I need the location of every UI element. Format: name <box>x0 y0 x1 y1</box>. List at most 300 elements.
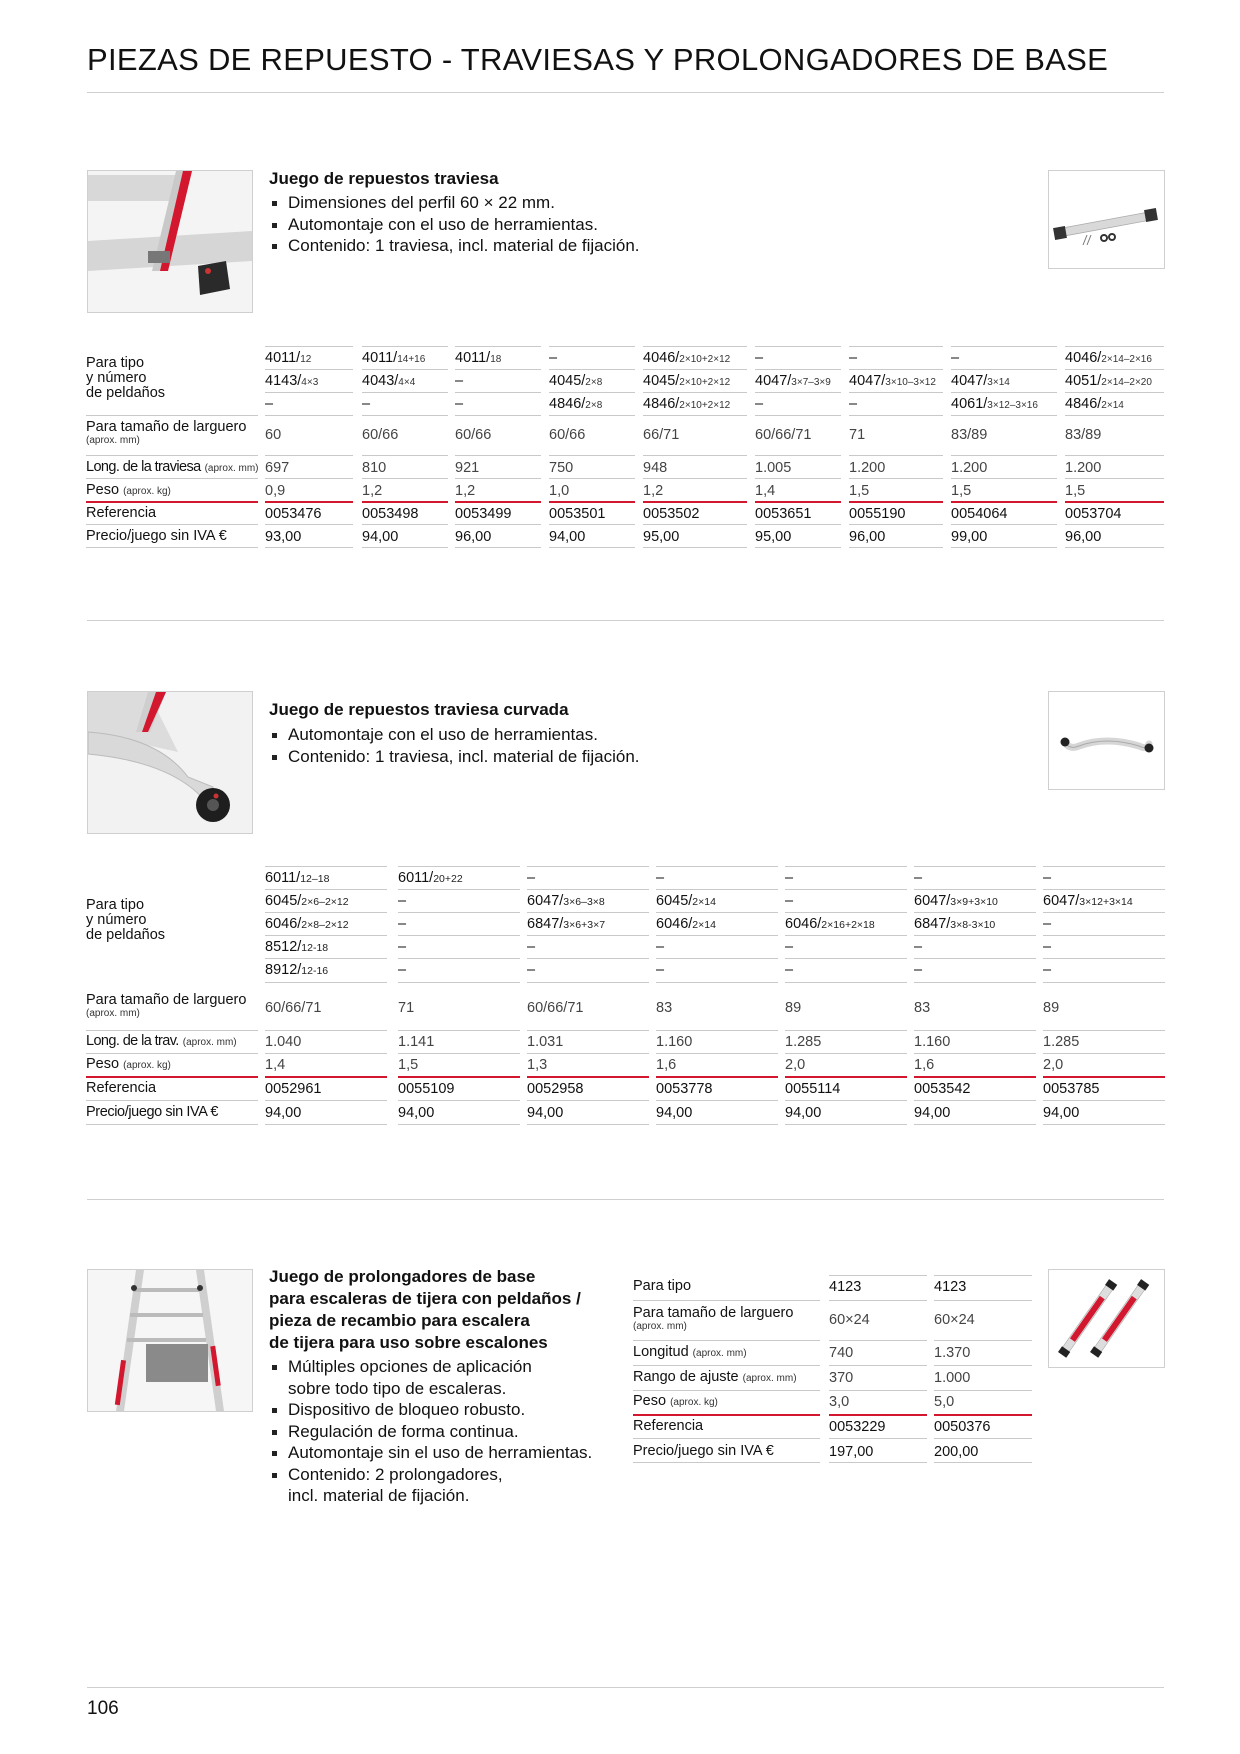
row-rule <box>362 415 448 416</box>
cell-value: 1,5 <box>1065 483 1086 499</box>
table-cell <box>549 427 585 443</box>
row-rule <box>86 478 258 479</box>
row-rule <box>656 1030 778 1031</box>
row-rule <box>829 1275 927 1276</box>
row-rule <box>785 935 907 936</box>
row-rule-accent <box>656 1076 778 1078</box>
table-cell <box>265 373 318 391</box>
row-label <box>86 420 246 447</box>
label-unit: (aprox. mm) <box>692 1348 747 1359</box>
cell-value: 83/89 <box>1065 427 1102 443</box>
row-rule <box>849 478 943 479</box>
table-cell <box>656 893 716 910</box>
feature-item: Automontaje con el uso de herramientas. <box>269 214 640 236</box>
row-rule <box>656 889 778 890</box>
section2-features <box>269 724 640 767</box>
row-rule <box>265 958 387 959</box>
row-rule <box>951 346 1057 347</box>
row-rule <box>1065 478 1164 479</box>
label-unit: (aprox. mm) <box>633 1321 687 1332</box>
cell-value: 948 <box>643 460 668 476</box>
cell-suffix: 2×8–2×12 <box>301 919 349 931</box>
row-rule-accent <box>86 501 258 503</box>
row-rule <box>849 392 943 393</box>
cell-value: – <box>398 962 407 978</box>
row-rule <box>1043 1124 1165 1125</box>
table-cell <box>549 373 602 391</box>
row-rule <box>1065 346 1164 347</box>
cell-value: 1,4 <box>265 1057 286 1073</box>
row-rule <box>785 1030 907 1031</box>
cell-value: – <box>849 350 858 366</box>
row-rule <box>785 866 907 867</box>
cell-suffix: 3×7–3×9 <box>791 377 831 388</box>
row-rule-accent <box>951 501 1057 503</box>
table-cell <box>1065 396 1124 414</box>
cell-value: 697 <box>265 460 290 476</box>
table-cell <box>951 460 987 476</box>
table-cell <box>549 350 557 366</box>
cell-value: – <box>914 870 923 886</box>
row-rule <box>362 392 448 393</box>
row-rule-accent <box>633 1414 820 1416</box>
row-rule <box>527 889 649 890</box>
row-rule-accent <box>785 1076 907 1078</box>
table-cell <box>914 1105 950 1121</box>
row-rule <box>455 524 541 525</box>
prolongador-product-photo <box>1048 1269 1165 1368</box>
curved-traviesa-product-photo <box>1048 691 1165 790</box>
table-cell <box>785 1105 821 1121</box>
table-cell <box>951 427 987 443</box>
table-cell <box>785 893 793 909</box>
row-rule <box>265 455 353 456</box>
cell-suffix: 4×4 <box>398 377 416 388</box>
row-rule <box>527 958 649 959</box>
cell-value: 0053229 <box>829 1419 886 1435</box>
row-rule <box>829 1340 927 1341</box>
cell-value: 6046/ <box>656 916 693 932</box>
row-rule-accent <box>643 501 747 503</box>
row-rule <box>86 1100 258 1101</box>
table-cell <box>656 939 664 955</box>
row-rule <box>643 369 747 370</box>
table-cell <box>1043 1000 1059 1016</box>
cell-value: – <box>1043 870 1052 886</box>
cell-suffix: 3×9+3×10 <box>950 896 998 908</box>
cell-suffix: 3×6+3×7 <box>563 919 606 931</box>
table-cell <box>643 460 667 476</box>
cell-value: 1.370 <box>934 1345 971 1361</box>
table-cell <box>934 1345 970 1361</box>
cell-value: 4047/ <box>849 373 886 389</box>
cell-value: 4011/ <box>362 350 398 366</box>
cell-value: 6045/ <box>656 893 693 909</box>
row-label <box>86 460 259 476</box>
table-cell <box>849 460 885 476</box>
row-rule <box>398 889 520 890</box>
cell-value: 71 <box>398 1000 415 1016</box>
table-cell <box>914 916 995 933</box>
cell-value: – <box>849 396 858 412</box>
row-rule <box>785 1124 907 1125</box>
row-rule-accent <box>86 1076 258 1078</box>
row-rule <box>755 524 841 525</box>
row-rule <box>656 1100 778 1101</box>
feature-item: Múltiples opciones de aplicación sobre todo tipo de escaleras. <box>269 1356 592 1399</box>
row-rule <box>785 912 907 913</box>
cell-suffix: 2×10+2×12 <box>679 377 731 388</box>
label-text: Rango de ajuste <box>633 1369 739 1385</box>
label-text: Para tipo y número de peldaños <box>86 355 166 401</box>
cell-value: – <box>398 893 407 909</box>
table-cell <box>755 427 811 443</box>
table-cell <box>643 529 679 545</box>
table-cell <box>527 962 535 978</box>
row-rule <box>785 1100 907 1101</box>
table-cell <box>951 350 959 366</box>
cell-value: 0053502 <box>643 506 700 522</box>
table-cell <box>951 483 971 499</box>
row-rule-accent <box>362 501 448 503</box>
row-label <box>86 1057 171 1073</box>
table-cell <box>849 529 885 545</box>
cell-suffix: 2×8 <box>585 377 603 388</box>
table-cell <box>398 916 406 932</box>
cell-value: 0053785 <box>1043 1081 1100 1097</box>
table-cell <box>362 373 415 391</box>
cell-value: – <box>549 350 558 366</box>
footer-rule <box>87 1687 1164 1688</box>
cell-suffix: 18 <box>490 354 502 365</box>
table-cell <box>549 529 585 545</box>
row-rule <box>549 346 635 347</box>
cell-suffix: 2×14–2×16 <box>1101 354 1152 365</box>
label-unit: (aprox. mm) <box>182 1037 237 1048</box>
row-rule <box>1065 415 1164 416</box>
table-cell <box>1043 939 1051 955</box>
cell-value: 5,0 <box>934 1394 955 1410</box>
table-cell <box>829 1345 853 1361</box>
section-divider <box>87 1199 1164 1200</box>
row-label <box>633 1370 797 1386</box>
feature-item: Automontaje con el uso de herramientas. <box>269 724 640 746</box>
table-cell <box>398 1081 454 1097</box>
cell-value: 60/66/71 <box>527 1000 584 1016</box>
cell-suffix: 12-16 <box>301 965 329 977</box>
cell-value: 1.141 <box>398 1034 435 1050</box>
table-cell <box>265 529 301 545</box>
cell-suffix: 3×12–3×16 <box>987 400 1038 411</box>
row-rule <box>914 1100 1036 1101</box>
cell-suffix: 2×10+2×12 <box>679 400 731 411</box>
row-rule <box>849 455 943 456</box>
cell-value: 1.200 <box>1065 460 1102 476</box>
row-rule <box>633 1340 820 1341</box>
row-rule <box>849 415 943 416</box>
row-rule <box>549 524 635 525</box>
table-cell <box>643 427 679 443</box>
label-unit: (aprox. mm) <box>742 1373 797 1384</box>
table-cell <box>951 529 987 545</box>
row-rule <box>86 547 258 548</box>
row-rule <box>86 1124 258 1125</box>
feature-item: Contenido: 2 prolongadores, incl. material de fijación. <box>269 1464 592 1507</box>
table-cell <box>398 1105 434 1121</box>
row-rule <box>527 1124 649 1125</box>
row-rule <box>934 1438 1032 1439</box>
table-cell <box>265 1057 285 1073</box>
cell-value: 71 <box>849 427 866 443</box>
table-cell <box>455 396 463 412</box>
row-rule <box>265 478 353 479</box>
row-rule <box>1043 935 1165 936</box>
cell-value: 94,00 <box>362 529 399 545</box>
row-rule <box>455 415 541 416</box>
cell-value: 4846/ <box>643 396 680 412</box>
row-rule <box>643 455 747 456</box>
cell-value: 6046/ <box>785 916 822 932</box>
row-rule <box>265 935 387 936</box>
table-cell <box>785 962 793 978</box>
cell-suffix: 4×3 <box>301 377 319 388</box>
table-cell <box>934 1444 978 1460</box>
row-rule <box>1065 524 1164 525</box>
row-rule <box>914 866 1036 867</box>
table-cell <box>549 396 602 414</box>
cell-value: – <box>785 962 794 978</box>
table-cell <box>849 483 869 499</box>
row-rule <box>914 935 1036 936</box>
table-cell <box>755 396 763 412</box>
table-cell <box>643 483 663 499</box>
table-cell <box>785 939 793 955</box>
row-rule <box>934 1462 1032 1463</box>
table-cell <box>1043 1057 1063 1073</box>
cell-value: 921 <box>455 460 480 476</box>
cell-value: 93,00 <box>265 529 302 545</box>
cell-value: 1,4 <box>755 483 776 499</box>
row-rule <box>643 547 747 548</box>
row-label <box>633 1345 747 1361</box>
row-rule <box>527 982 649 983</box>
row-rule <box>265 346 353 347</box>
table-cell <box>455 506 511 522</box>
cell-value: 94,00 <box>656 1105 693 1121</box>
label-text: Long. de la traviesa <box>86 459 201 475</box>
row-rule <box>398 1100 520 1101</box>
table-cell <box>829 1419 885 1435</box>
cell-value: 60×24 <box>934 1312 975 1328</box>
table-cell <box>643 506 699 522</box>
cell-value: – <box>914 939 923 955</box>
cell-value: 1,6 <box>914 1057 935 1073</box>
row-rule <box>398 1053 520 1054</box>
row-rule <box>265 415 353 416</box>
table-cell <box>829 1394 849 1410</box>
cell-value: 1.000 <box>934 1370 971 1386</box>
table-cell <box>527 1057 547 1073</box>
feature-item: Contenido: 1 traviesa, incl. material de fijación. <box>269 746 640 768</box>
row-rule-accent <box>914 1076 1036 1078</box>
label-text: Peso <box>633 1393 667 1409</box>
cell-value: 0055114 <box>785 1081 841 1097</box>
row-rule <box>549 547 635 548</box>
row-rule <box>362 547 448 548</box>
table-cell <box>643 373 730 391</box>
cell-value: – <box>755 396 764 412</box>
row-rule <box>265 866 387 867</box>
cell-suffix: 12-18 <box>301 942 329 954</box>
table-cell <box>527 1105 563 1121</box>
row-rule <box>549 392 635 393</box>
row-label <box>86 993 246 1020</box>
cell-value: – <box>265 396 274 412</box>
row-rule <box>362 346 448 347</box>
table-cell <box>951 396 1038 414</box>
table-cell <box>643 396 730 414</box>
cell-value: 1,5 <box>398 1057 419 1073</box>
table-cell <box>549 460 573 476</box>
cell-value: 94,00 <box>527 1105 564 1121</box>
label-text: Para tamaño de larguero <box>633 1305 794 1321</box>
table-cell <box>362 483 382 499</box>
cell-value: 60 <box>265 427 282 443</box>
row-rule <box>849 547 943 548</box>
row-rule <box>643 415 747 416</box>
row-rule <box>633 1365 820 1366</box>
table-cell <box>914 1034 950 1050</box>
row-rule <box>1065 547 1164 548</box>
row-label <box>86 1105 218 1120</box>
row-rule <box>265 524 353 525</box>
row-rule <box>455 346 541 347</box>
cell-value: 4123 <box>934 1279 967 1295</box>
row-rule <box>755 392 841 393</box>
cell-suffix: 12 <box>300 354 312 365</box>
row-rule <box>86 1030 258 1031</box>
row-rule-accent <box>829 1414 927 1416</box>
cell-suffix: 3×12+3×14 <box>1079 896 1133 908</box>
table-cell <box>1065 506 1121 522</box>
row-rule-accent <box>265 1076 387 1078</box>
page-number: 106 <box>87 1698 119 1719</box>
row-rule <box>755 346 841 347</box>
table-cell <box>265 427 281 443</box>
row-rule <box>914 889 1036 890</box>
label-text: Para tipo <box>633 1278 692 1294</box>
row-rule <box>755 547 841 548</box>
cell-value: 4061/ <box>951 396 988 412</box>
cell-suffix: 3×8-3×10 <box>950 919 996 931</box>
table-cell <box>914 893 998 910</box>
cell-value: 1,5 <box>849 483 870 499</box>
row-rule <box>656 1053 778 1054</box>
row-rule <box>785 982 907 983</box>
table-cell <box>265 483 285 499</box>
cell-value: – <box>455 396 464 412</box>
row-rule <box>1043 982 1165 983</box>
table-cell <box>455 460 479 476</box>
row-rule <box>1043 912 1165 913</box>
section1-features <box>269 192 640 257</box>
row-rule <box>455 392 541 393</box>
cell-value: 4123 <box>829 1279 862 1295</box>
cell-value: 4045/ <box>549 373 586 389</box>
table-cell <box>934 1394 954 1410</box>
cell-value: – <box>656 870 665 886</box>
table-cell <box>398 870 463 887</box>
row-rule <box>633 1390 820 1391</box>
label-text: Peso <box>86 482 120 498</box>
table-cell <box>1065 350 1152 368</box>
row-rule <box>951 415 1057 416</box>
row-rule <box>265 547 353 548</box>
cell-value: 83/89 <box>951 427 988 443</box>
table-cell <box>527 893 605 910</box>
curved-traviesa-ladder-photo <box>87 691 253 834</box>
cell-value: – <box>785 893 794 909</box>
label-text: Long. de la trav. <box>86 1033 179 1049</box>
table-cell <box>656 916 716 933</box>
feature-item: Dimensiones del perfil 60 × 22 mm. <box>269 192 640 214</box>
row-rule-accent <box>934 1414 1032 1416</box>
row-rule <box>934 1390 1032 1391</box>
table-cell <box>656 1081 712 1097</box>
row-rule <box>785 958 907 959</box>
label-text: Para tipo y número de peldaños <box>86 897 166 943</box>
cell-value: 0053476 <box>265 506 322 522</box>
table-cell <box>1043 1105 1079 1121</box>
row-label <box>633 1419 703 1434</box>
cell-value: 4046/ <box>643 350 680 366</box>
table-cell <box>951 373 1010 391</box>
row-rule <box>755 369 841 370</box>
cell-value: 1,3 <box>527 1057 548 1073</box>
cell-value: 1.285 <box>785 1034 822 1050</box>
row-label <box>633 1279 691 1294</box>
row-rule <box>785 1053 907 1054</box>
table-cell <box>656 1057 676 1073</box>
cell-value: 60×24 <box>829 1312 870 1328</box>
label-unit: (aprox. kg) <box>670 1397 718 1408</box>
cell-value: 0053498 <box>362 506 419 522</box>
row-rule <box>914 1053 1036 1054</box>
row-rule-accent <box>398 1076 520 1078</box>
table-cell <box>1065 483 1085 499</box>
cell-value: 6011/ <box>265 870 301 886</box>
cell-value: 0053651 <box>755 506 812 522</box>
cell-value: 2,0 <box>1043 1057 1064 1073</box>
cell-value: 95,00 <box>643 529 680 545</box>
label-unit: (aprox. mm) <box>86 1008 140 1019</box>
table-cell <box>914 1000 930 1016</box>
table-cell <box>849 427 865 443</box>
label-text: Referencia <box>633 1418 704 1434</box>
row-rule <box>656 1124 778 1125</box>
label-unit: (aprox. mm) <box>204 463 259 474</box>
table-cell <box>656 1105 692 1121</box>
cell-value: 99,00 <box>951 529 988 545</box>
row-rule <box>934 1300 1032 1301</box>
cell-value: 0,9 <box>265 483 286 499</box>
label-text: Precio/juego sin IVA € <box>633 1443 774 1459</box>
cell-value: 6847/ <box>914 916 951 932</box>
table-cell <box>755 506 811 522</box>
cell-value: 1.005 <box>755 460 792 476</box>
row-rule <box>265 1053 387 1054</box>
row-rule <box>656 912 778 913</box>
